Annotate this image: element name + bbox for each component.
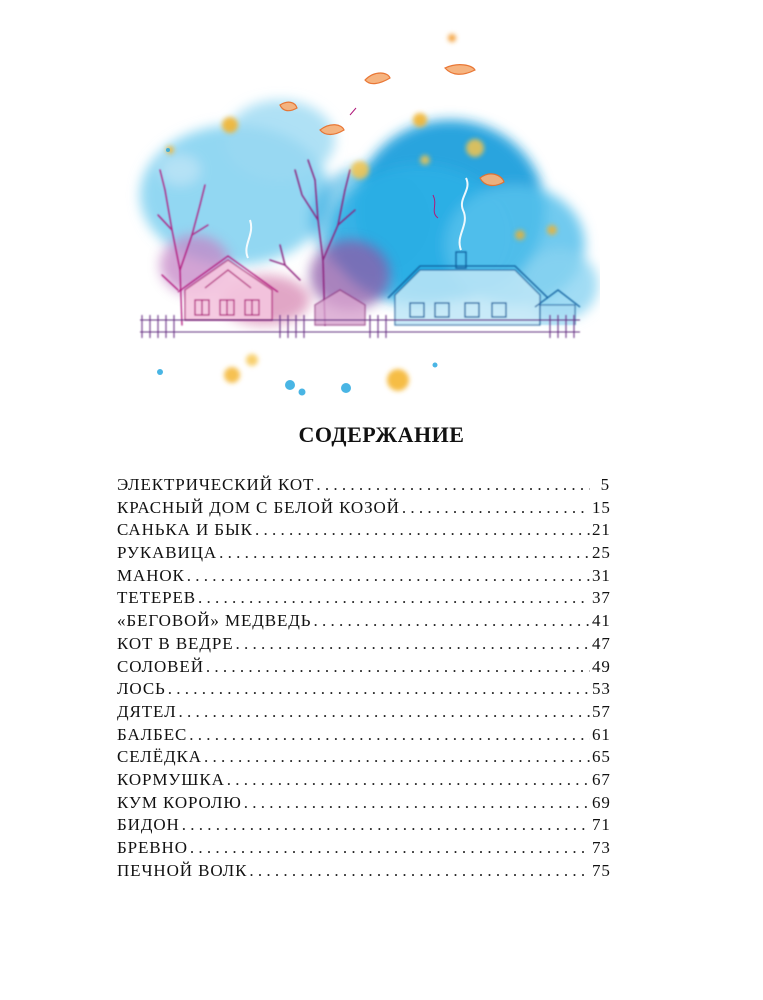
toc-row[interactable] <box>117 474 610 497</box>
toc-title: БИДОН <box>117 815 180 835</box>
toc-page-number: 67 <box>592 769 611 789</box>
table-of-contents <box>117 474 610 882</box>
toc-page-number: 49 <box>592 656 611 676</box>
toc-page-number: 37 <box>592 588 611 608</box>
toc-page-number: 25 <box>592 543 611 563</box>
toc-row[interactable] <box>117 497 610 520</box>
toc-page-number: 75 <box>592 860 611 880</box>
toc-leader-dots <box>227 769 590 792</box>
toc-row[interactable] <box>117 633 610 656</box>
toc-page-number: 41 <box>592 611 611 631</box>
toc-leader-dots <box>255 519 590 542</box>
toc-title: ЭЛЕКТРИЧЕСКИЙ КОТ <box>117 475 315 494</box>
toc-row[interactable] <box>117 746 610 769</box>
toc-leader-dots <box>244 792 590 815</box>
toc-leader-dots <box>249 860 590 883</box>
toc-leader-dots <box>219 542 590 565</box>
toc-title: КУМ КОРОЛЮ <box>117 792 242 812</box>
toc-heading: СОДЕРЖАНИЕ <box>298 422 465 447</box>
toc-row[interactable] <box>117 769 610 792</box>
toc-page-number: 47 <box>592 633 611 653</box>
toc-title: РУКАВИЦА <box>117 543 218 563</box>
toc-row[interactable] <box>117 587 610 610</box>
toc-row[interactable] <box>117 678 610 701</box>
toc-title: МАНОК <box>117 565 185 585</box>
toc-leader-dots <box>190 837 590 860</box>
toc-title: СОЛОВЕЙ <box>117 656 204 676</box>
toc-title: САНЬКА И БЫК <box>117 520 253 540</box>
toc-page-number: 61 <box>592 724 611 744</box>
toc-title: «БЕГОВОЙ» МЕДВЕДЬ <box>117 611 312 631</box>
toc-page-number: 57 <box>592 701 611 721</box>
toc-title: ЛОСЬ <box>117 679 166 699</box>
toc-leader-dots <box>402 497 590 520</box>
toc-leader-dots <box>179 701 590 724</box>
toc-leader-dots <box>168 678 590 701</box>
toc-page-number: 69 <box>592 792 611 812</box>
toc-row[interactable] <box>117 837 610 860</box>
toc-leader-dots <box>313 610 590 633</box>
toc-page-number: 65 <box>592 747 611 767</box>
toc-row[interactable] <box>117 656 610 679</box>
toc-leader-dots <box>187 565 590 588</box>
toc-title: ТЕТЕРЕВ <box>117 588 197 608</box>
toc-row[interactable] <box>117 565 610 588</box>
toc-row[interactable] <box>117 610 610 633</box>
toc-leader-dots <box>198 587 590 610</box>
toc-title: ДЯТЕЛ <box>117 701 177 721</box>
toc-row[interactable] <box>117 701 610 724</box>
toc-row[interactable] <box>117 860 610 883</box>
toc-row[interactable] <box>117 724 610 747</box>
toc-row[interactable] <box>117 814 610 837</box>
toc-leader-dots <box>235 633 590 656</box>
toc-title: КОТ В ВЕДРЕ <box>117 633 234 653</box>
toc-leader-dots <box>206 656 590 679</box>
toc-page-number: 73 <box>592 838 611 857</box>
toc-title: БАЛБЕС <box>117 724 188 744</box>
toc-leader-dots <box>204 746 590 769</box>
toc-row[interactable] <box>117 542 610 565</box>
toc-page-number: 5 <box>600 475 610 494</box>
toc-leader-dots <box>182 814 590 837</box>
toc-title: ПЕЧНОЙ ВОЛК <box>117 860 248 880</box>
toc-title: КОРМУШКА <box>117 769 225 789</box>
toc-leader-dots <box>189 724 590 747</box>
toc-title: СЕЛЁДКА <box>117 747 202 767</box>
toc-title: БРЕВНО <box>117 838 188 857</box>
toc-title: КРАСНЫЙ ДОМ С БЕЛОЙ КОЗОЙ <box>117 497 400 517</box>
toc-leader-dots <box>316 474 590 497</box>
toc-page-number: 21 <box>592 520 611 540</box>
toc-page-number: 53 <box>592 679 611 699</box>
toc-row[interactable] <box>117 519 610 542</box>
village-illustration <box>120 20 600 415</box>
toc-page-number: 71 <box>592 815 611 835</box>
toc-page-number: 15 <box>592 497 611 517</box>
toc-row[interactable] <box>117 792 610 815</box>
toc-page-number: 31 <box>592 565 611 585</box>
